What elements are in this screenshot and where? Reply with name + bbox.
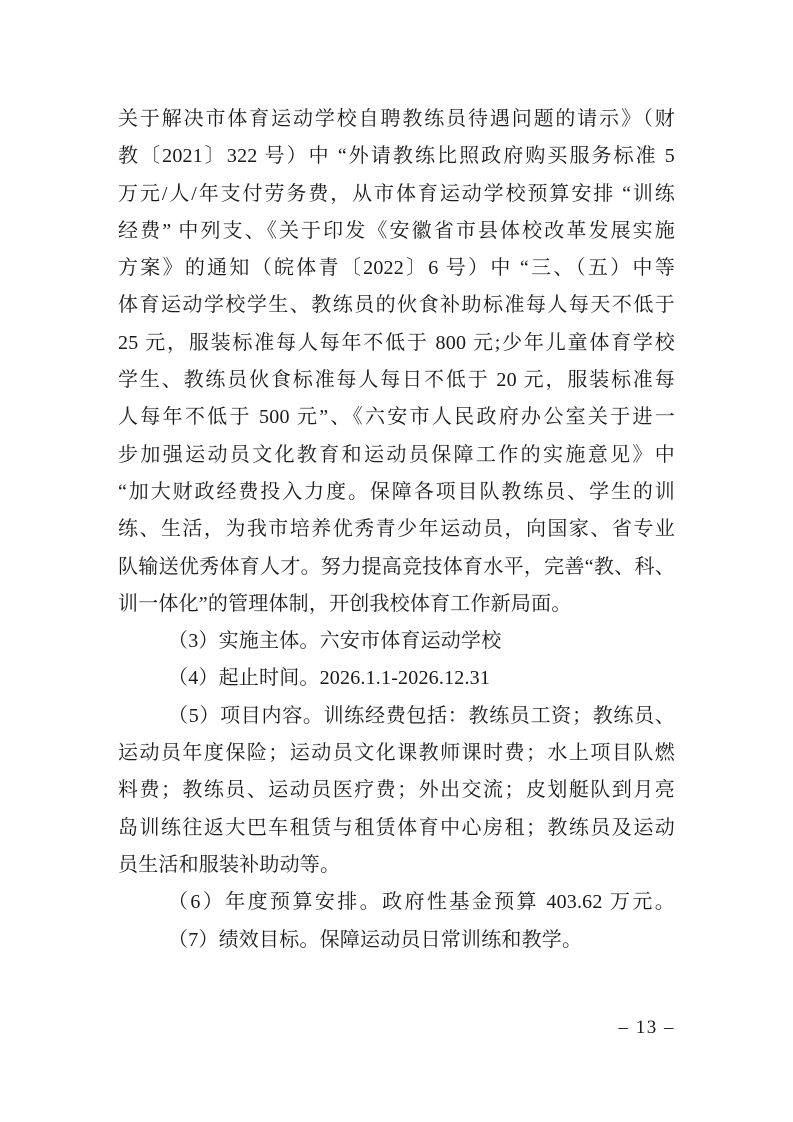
text-line: 训一体化”的管理体制，开创我校体育工作新局面。 (118, 592, 572, 615)
text-line: 教〔2021〕322 号）中 “外请教练比照政府购买服务标准 5 (118, 145, 675, 168)
text-line: “加大财政经费投入力度。保障各项目队教练员、学生的训 (118, 480, 675, 503)
text-line: 万元/人/年支付劳务费，从市体育运动学校预算安排 “训练 (118, 182, 675, 205)
text-line: 运动员年度保险；运动员文化课教师课时费；水上项目队燃 (118, 742, 675, 765)
text-line: 料费；教练员、运动员医疗费；外出交流；皮划艇队到月亮 (118, 779, 675, 802)
text-line: 员生活和服装补助动等。 (118, 853, 341, 876)
text-line: 学生、教练员伙食标准每人每日不低于 20 元，服装标准每 (118, 369, 675, 392)
text-line: 练、生活，为我市培养优秀青少年运动员，向国家、省专业 (118, 518, 675, 541)
text-line: 步加强运动员文化教育和运动员保障工作的实施意见》中 (118, 443, 675, 466)
text-line: 25 元，服装标准每人每年不低于 800 元;少年儿童体育学校 (118, 331, 675, 354)
text-line: 关于解决市体育运动学校自聘教练员待遇问题的请示》（财 (118, 108, 675, 130)
text-line-item-6: （6）年度预算安排。政府性基金预算 403.62 万元。 (168, 891, 675, 914)
text-line: 人每年不低于 500 元”、《六安市人民政府办公室关于进一 (118, 406, 675, 429)
text-line-item-3: （3）实施主体。六安市体育运动学校 (168, 630, 502, 653)
text-line: 体育运动学校学生、教练员的伙食补助标准每人每天不低于 (118, 294, 675, 317)
text-line: 方案》的通知（皖体青〔2022〕6 号）中 “三、（五）中等 (118, 257, 675, 280)
text-line: 队输送优秀体育人才。努力提高竞技体育水平，完善“教、科、 (118, 555, 675, 578)
text-line: 经费” 中列支、《关于印发《安徽省市县体校改革发展实施 (118, 219, 675, 242)
text-line-item-4: （4）起止时间。2026.1.1-2026.12.31 (168, 667, 491, 690)
body-text (118, 101, 675, 959)
text-line-item-7: （7）绩效目标。保障运动员日常训练和教学。 (168, 928, 583, 951)
page-number: – 13 – (618, 1017, 675, 1038)
text-line: 岛训练往返大巴车租赁与租赁体育中心房租；教练员及运动 (118, 816, 675, 839)
text-line-item-5: （5）项目内容。训练经费包括：教练员工资；教练员、 (168, 704, 675, 727)
